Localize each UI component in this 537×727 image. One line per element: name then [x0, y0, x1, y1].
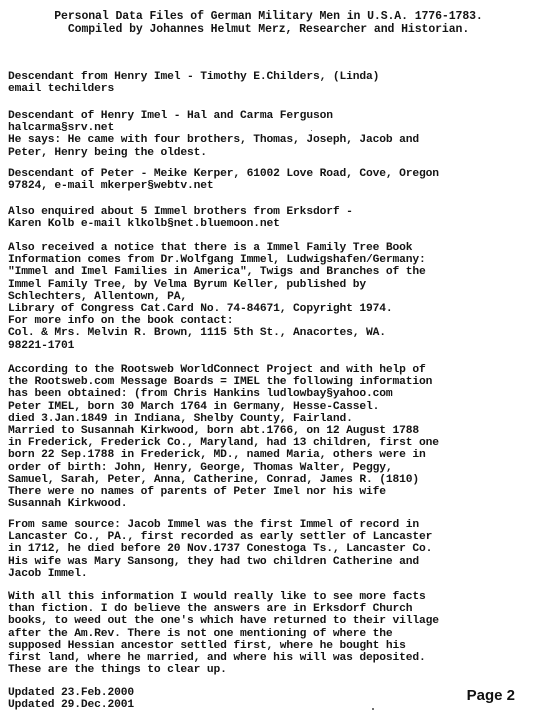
text-line: Peter IMEL, born 30 March 1764 in Germany, Hesse-Cassel. [8, 400, 380, 413]
text-line: books, to weed out the one's which have returned to their village [8, 615, 439, 628]
entry-kerper [8, 168, 533, 192]
text-line: Updated 29.Dec.2001 [8, 699, 134, 712]
text-line: 97824, e-mail mkerper§webtv.net [8, 180, 214, 193]
page-number: Page 2 [466, 687, 515, 704]
text-line: in 1712, he died before 20 Nov.1737 Conestoga Ts., Lancaster Co. [8, 543, 433, 556]
text-line: His wife was Mary Sansong, they had two children Catherine and [8, 555, 420, 568]
text-line: Jacob Immel. [8, 567, 88, 580]
text-line: halcarma§srv.net [8, 122, 115, 135]
text-line: supposed Hessian ancestor settled first, where he bought his [8, 639, 406, 652]
text-line: Samuel, Sarah, Peter, Anna, Catherine, Conrad, James R. (1810) [8, 473, 420, 486]
text-line: Schlechters, Allentown, PA, [8, 290, 187, 303]
entry-jacob-immel [8, 519, 533, 580]
text-line: Susannah Kirkwood. [8, 498, 128, 511]
text-line: These are the things to clear up. [8, 664, 227, 677]
text-line: 98221-1701 [8, 339, 75, 352]
text-line: From same source: Jacob Immel was the first Immel of record in [8, 519, 420, 531]
text-line: has been obtained: (from Chris Hankins ludlowbay§yahoo.com [8, 388, 393, 401]
text-line: died 3.Jan.1849 in Indiana, Shelby County, Fairland. [8, 412, 353, 425]
text-line: Descendant of Peter - Meike Kerper, 61002 Love Road, Cove, Oregon [8, 168, 439, 180]
entry-rootsweb [8, 364, 533, 510]
text-line: Descendant of Henry Imel - Hal and Carma Ferguson [8, 110, 333, 122]
text-line: Lancaster Co., PA., first recorded as early settler of Lancaster [8, 531, 433, 544]
update-dates [8, 687, 533, 711]
text-line: There were no names of parents of Peter Imel nor his wife [8, 486, 386, 499]
entry-ferguson [8, 110, 533, 159]
text-line: Also enquired about 5 Immel brothers from Erksdorf - [8, 206, 353, 218]
text-line: in Frederick, Frederick Co., Maryland, had 13 children, first one [8, 437, 439, 450]
document-header [0, 10, 537, 36]
text-line: Immel Family Tree, by Velma Byrum Keller, published by [8, 278, 366, 291]
entry-conclusion [8, 591, 533, 676]
text-line: "Immel and Imel Families in America", Twigs and Branches of the [8, 266, 426, 279]
entry-kolb [8, 206, 533, 230]
text-line: first land, where he married, and where his will was deposited. [8, 652, 426, 665]
entry-family-book [8, 242, 533, 352]
text-line: than fiction. I do believe the answers are in Erksdorf Church [8, 603, 413, 616]
text-line: With all this information I would really like to see more facts [8, 591, 426, 603]
text-line: Karen Kolb e-mail klkolb§net.bluemoon.net [8, 218, 280, 231]
header-title: Personal Data Files of German Military Men in U.S.A. 1776-1783. [54, 10, 483, 23]
header-subtitle: Compiled by Johannes Helmut Merz, Researcher and Historian. [67, 23, 470, 36]
scan-speck [311, 130, 312, 131]
text-line: Information comes from Dr.Wolfgang Immel, Ludwigshafen/Germany: [8, 254, 426, 267]
text-line: Col. & Mrs. Melvin R. Brown, 1115 5th St., Anacortes, WA. [8, 327, 386, 340]
text-line: According to the Rootsweb WorldConnect Project and with help of [8, 364, 426, 376]
text-line: email techilders [8, 83, 115, 96]
text-line: Peter, Henry being the oldest. [8, 146, 207, 159]
entry-childers [8, 71, 533, 95]
text-line: Also received a notice that there is a Immel Family Tree Book [8, 242, 413, 254]
text-line: born 22 Sep.1788 in Frederick, MD., named Maria, others were in [8, 449, 426, 462]
text-line: Married to Susannah Kirkwood, born abt.1766, on 12 August 1788 [8, 425, 420, 438]
text-line: Descendant from Henry Imel - Timothy E.Childers, (Linda) [8, 71, 380, 83]
text-line: order of birth: John, Henry, George, Thomas Walter, Peggy, [8, 461, 393, 474]
text-line: after the Am.Rev. There is not one mentioning of where the [8, 627, 393, 640]
text-line: He says: He came with four brothers, Thomas, Joseph, Jacob and [8, 134, 420, 147]
text-line: the Rootsweb.com Message Boards = IMEL the following information [8, 376, 433, 389]
text-line: Updated 23.Feb.2000 [8, 687, 134, 699]
text-line: Library of Congress Cat.Card No. 74-84671, Copyright 1974. [8, 303, 393, 316]
text-line: For more info on the book contact: [8, 315, 234, 328]
scan-speck [372, 708, 374, 710]
